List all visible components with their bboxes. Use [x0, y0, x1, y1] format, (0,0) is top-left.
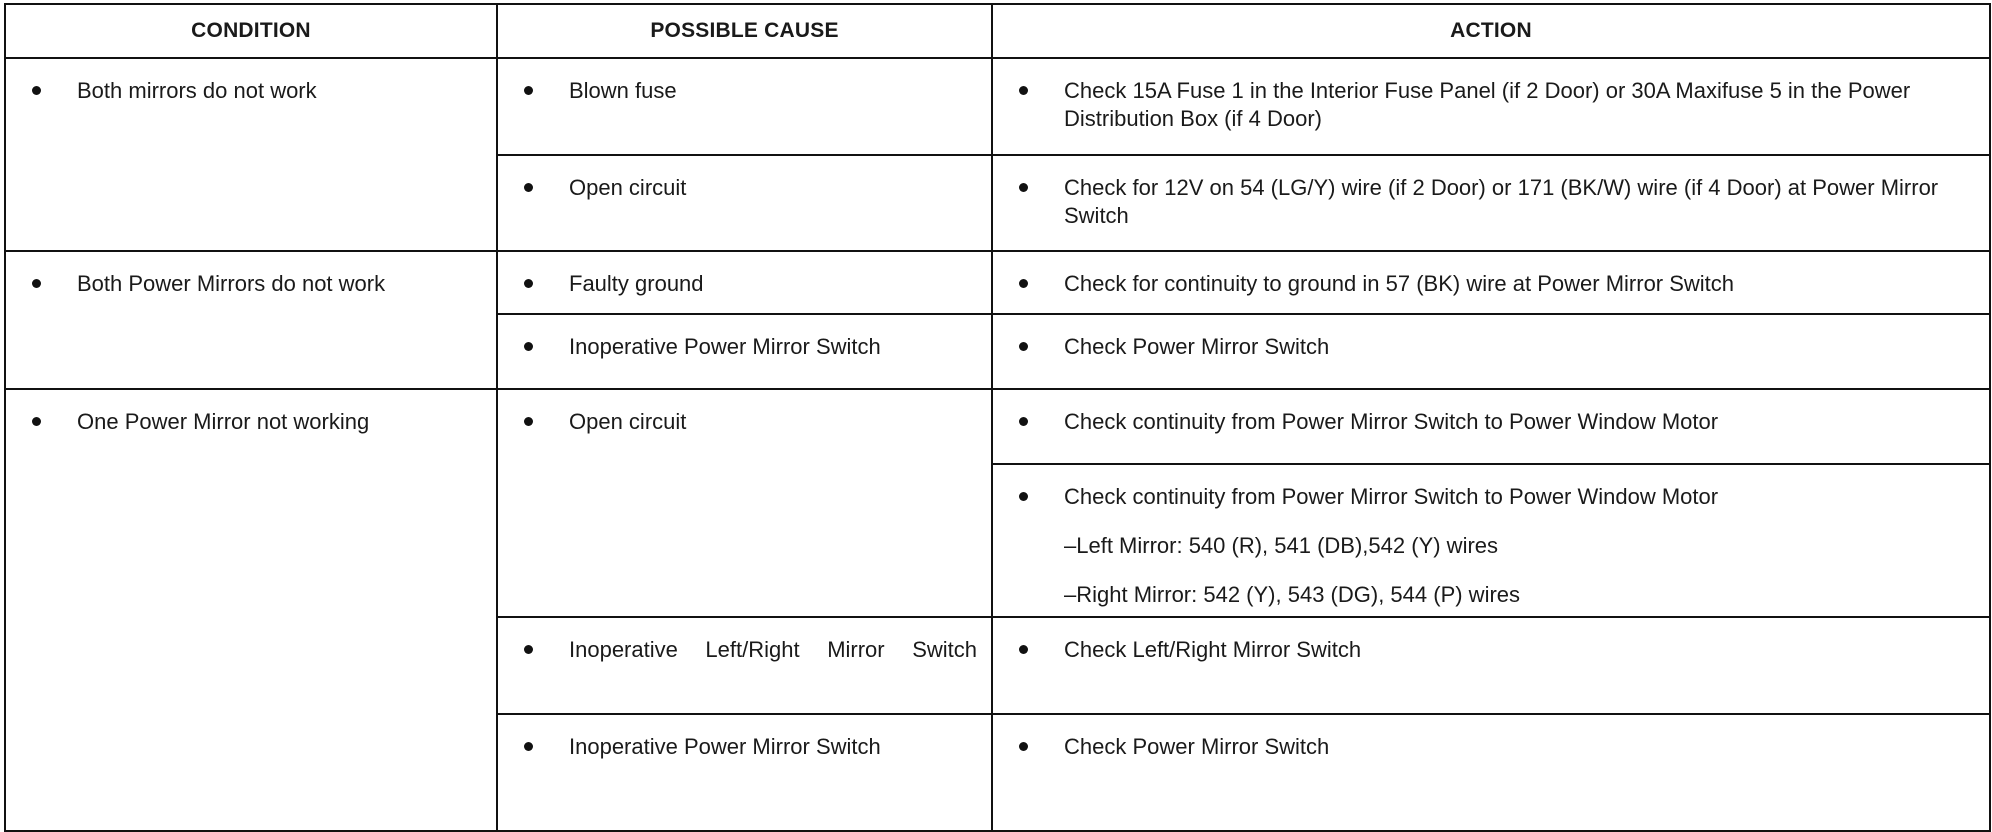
bullet-icon: [524, 417, 533, 426]
action-text: Check Power Mirror Switch: [1064, 334, 1330, 359]
condition-cell: [5, 58, 497, 251]
action-cell: [992, 58, 1990, 155]
bullet-icon: [1019, 742, 1028, 751]
bullet-icon: [1019, 86, 1028, 95]
bullet-icon: [524, 279, 533, 288]
bullet-icon: [524, 645, 533, 654]
action-cell: [992, 251, 1990, 314]
condition-text: Both Power Mirrors do not work: [77, 271, 386, 296]
action-text: Check for 12V on 54 (LG/Y) wire (if 2 Door) or 171 (BK/W) wire (if 4 Door) at Power Mirror Switch: [1064, 175, 1939, 228]
condition-text: One Power Mirror not working: [77, 409, 370, 434]
bullet-icon: [1019, 183, 1028, 192]
left-mirror-wires: –Left Mirror: 540 (R), 541 (DB),542 (Y) wires: [1064, 533, 1499, 558]
action-text: Check continuity from Power Mirror Switch to Power Window Motor: [1064, 409, 1719, 434]
cause-text: Inoperative Power Mirror Switch: [569, 734, 881, 759]
table-row: [5, 58, 1990, 155]
action-text: Check Left/Right Mirror Switch: [1064, 637, 1362, 662]
bullet-icon: [32, 279, 41, 288]
bullet-icon: [32, 417, 41, 426]
cause-cell: [497, 58, 992, 155]
condition-cell: [5, 251, 497, 389]
action-cell: [992, 314, 1990, 389]
action-cell: [992, 389, 1990, 464]
cause-header: POSSIBLE CAUSE: [497, 4, 992, 58]
condition-text: Both mirrors do not work: [77, 78, 317, 103]
cause-text: Blown fuse: [569, 78, 677, 103]
action-text: Check 15A Fuse 1 in the Interior Fuse Panel (if 2 Door) or 30A Maxifuse 5 in the Power Distribution Box (if 4 Door): [1064, 78, 1911, 131]
bullet-icon: [524, 86, 533, 95]
action-header: ACTION: [992, 4, 1990, 58]
action-text: Check continuity from Power Mirror Switch to Power Window Motor: [1064, 484, 1719, 509]
cause-cell: [497, 251, 992, 314]
cause-cell: [497, 617, 992, 714]
action-cell: [992, 464, 1990, 617]
action-text: Check for continuity to ground in 57 (BK) wire at Power Mirror Switch: [1064, 271, 1735, 296]
cause-cell: [497, 155, 992, 251]
condition-header: CONDITION: [5, 4, 497, 58]
bullet-icon: [524, 183, 533, 192]
table-row: [5, 251, 1990, 314]
cause-text: Faulty ground: [569, 271, 704, 296]
cause-cell: [497, 714, 992, 831]
bullet-icon: [524, 742, 533, 751]
cause-cell: [497, 389, 992, 617]
cause-text: Inoperative Left/Right Mirror Switch: [569, 637, 977, 662]
bullet-icon: [1019, 645, 1028, 654]
cause-cell: [497, 314, 992, 389]
header-row: [5, 4, 1990, 58]
right-mirror-wires: –Right Mirror: 542 (Y), 543 (DG), 544 (P) wires: [1064, 582, 1521, 607]
action-cell: [992, 155, 1990, 251]
action-text: Check Power Mirror Switch: [1064, 734, 1330, 759]
condition-cell: [5, 389, 497, 831]
bullet-icon: [32, 86, 41, 95]
bullet-icon: [1019, 279, 1028, 288]
bullet-icon: [1019, 417, 1028, 426]
cause-text: Inoperative Power Mirror Switch: [569, 334, 881, 359]
cause-text: Open circuit: [569, 175, 687, 200]
bullet-icon: [524, 342, 533, 351]
bullet-icon: [1019, 342, 1028, 351]
diagnosis-table: [4, 3, 1991, 832]
bullet-icon: [1019, 492, 1028, 501]
cause-text: Open circuit: [569, 409, 687, 434]
action-cell: [992, 617, 1990, 714]
table-row: [5, 389, 1990, 464]
action-cell: [992, 714, 1990, 831]
